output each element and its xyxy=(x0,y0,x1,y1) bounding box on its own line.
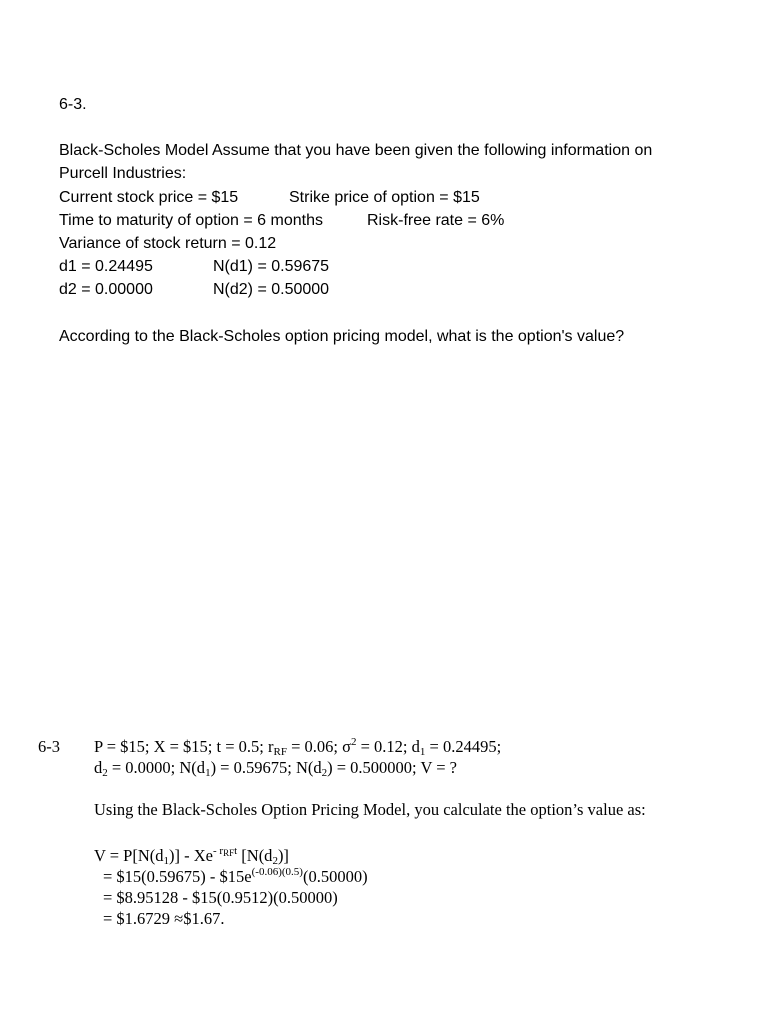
answer-number: 6-3 xyxy=(38,737,60,756)
spacer xyxy=(94,820,744,841)
given-row-1 xyxy=(59,186,739,209)
question-block xyxy=(59,93,739,348)
n-d2-value: N(d2) = 0.50000 xyxy=(213,281,330,299)
d1-value: d1 = 0.24495 xyxy=(59,258,153,276)
formula-line-4: = $1.6729 ≈$1.67. xyxy=(103,909,225,928)
stock-price: Current stock price = $15 xyxy=(59,188,239,206)
question-ask: According to the Black-Scholes option pricing model, what is the option's value? xyxy=(59,327,625,345)
strike-price: Strike price of option = $15 xyxy=(289,188,480,206)
question-text-line2: Purcell Industries: xyxy=(59,165,187,183)
given-line-2: $d_2 = 0.0000$; $N(d_1) = 0.59675$; $N(d_2) = 0.500000$; V = ? xyxy=(94,758,457,779)
question-text-line1: Black-Scholes Model Assume that you have been given the following information on xyxy=(59,142,653,160)
given-row-d2 xyxy=(59,278,739,301)
d2-value: d2 = 0.00000 xyxy=(59,281,153,299)
given-line-1: P = $15; X = $15; t = 0.5; $r_{RF} = 0.06$; $\sigma^2 = 0.12$; $d_1 = 0.24495$; xyxy=(94,736,502,758)
given-row-d1 xyxy=(59,255,739,278)
spacer xyxy=(94,778,744,799)
formula-line-2: = $15(0.59675) - $\$15e^{(-0.06)(0.5)}(0.50000)$ xyxy=(103,866,368,886)
answer-intro: Using the Black-Scholes Option Pricing Model, you calculate the option’s value as: xyxy=(94,800,646,819)
formula-line-1: $V = P[N(d_1)] - Xe^{- r_{RF}t}$ $[N(d_2)]$ xyxy=(94,845,289,867)
given-row-2 xyxy=(59,209,739,232)
question-number: 6-3. xyxy=(59,96,87,113)
answer-body xyxy=(94,736,744,929)
variance: Variance of stock return = 0.12 xyxy=(59,235,277,253)
n-d1-value: N(d1) = 0.59675 xyxy=(213,258,330,276)
formula-line-3: = $8.95128 - $15(0.9512)(0.50000) xyxy=(103,888,338,907)
spacer xyxy=(59,116,739,139)
spacer xyxy=(59,302,739,325)
risk-free-rate: Risk-free rate = 6% xyxy=(367,211,505,229)
time-to-maturity: Time to maturity of option = 6 months xyxy=(59,211,323,229)
